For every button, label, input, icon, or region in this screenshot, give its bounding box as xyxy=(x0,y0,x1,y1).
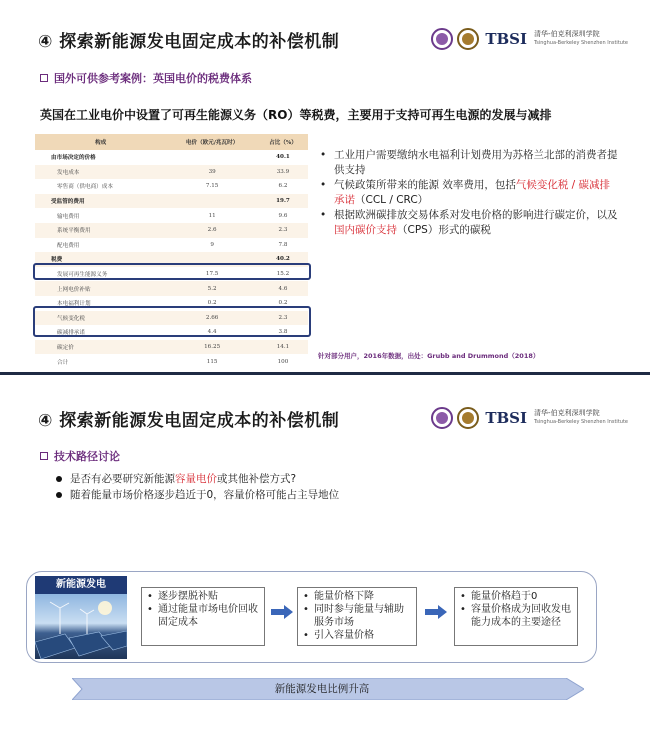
table-row xyxy=(35,208,308,223)
table-cell: 发展可再生能源义务 xyxy=(57,272,108,279)
table-cell: 发电成本 xyxy=(35,165,166,180)
slide-title: ④ 探索新能源发电固定成本的补偿机制 xyxy=(38,411,340,431)
table-cell: 5.2 xyxy=(166,281,258,296)
institute-logo xyxy=(431,407,628,429)
table-cell: 4.4 xyxy=(207,329,217,336)
table-row xyxy=(35,340,308,355)
berkeley-seal-icon xyxy=(457,28,479,50)
table-cell: 7.15 xyxy=(205,183,219,190)
table-row xyxy=(35,194,308,209)
table-header-row xyxy=(35,134,308,150)
stage-card-3 xyxy=(454,587,578,646)
logo-brand: TBSI xyxy=(485,30,528,48)
section-heading xyxy=(40,70,252,86)
logo-cn: 清华-伯克利深圳学院 xyxy=(534,409,600,417)
red-highlight: 容量电价 xyxy=(175,473,217,485)
table-cell: 115 xyxy=(206,358,218,365)
table-cell: 40.2 xyxy=(258,252,308,267)
square-bullet-icon xyxy=(40,452,48,460)
stage-item: • 同时参与能量与辅助服务市场 xyxy=(302,603,412,629)
table-cell: 14.1 xyxy=(258,340,308,355)
bullet-list xyxy=(318,148,618,238)
table-cell: 本电福利计划 xyxy=(57,301,91,308)
table-row xyxy=(35,150,308,165)
slide-subtitle: 英国在工业电价中设置了可再生能源义务（RO）等税费，主要用于支持可再生电源的发展与减排 xyxy=(40,108,552,122)
table-cell: 100 xyxy=(277,358,289,365)
section-label: 技术路径讨论 xyxy=(54,450,120,463)
table-cell: 零售商（供电商）成本 xyxy=(57,184,113,191)
table-cell: 33.9 xyxy=(258,165,308,180)
table-row xyxy=(35,179,308,194)
table-cell: 7.8 xyxy=(278,241,288,248)
stage-card-2 xyxy=(297,587,417,646)
table-cell: 39 xyxy=(166,165,258,180)
table-row xyxy=(35,223,308,238)
red-highlight: 气候变化税 / 碳减排承诺 xyxy=(334,179,611,206)
tsinghua-seal-icon xyxy=(431,407,453,429)
table-row xyxy=(35,281,308,296)
table-row xyxy=(35,238,308,253)
highlight-climate-rows xyxy=(33,306,311,337)
table-cell: 碳定价 xyxy=(35,340,166,355)
table-cell: 19.7 xyxy=(258,194,308,209)
renewable-photo xyxy=(35,576,127,659)
table-cell: 配电费用 xyxy=(57,242,80,249)
institute-logo xyxy=(431,28,628,50)
table-cell: 0.2 xyxy=(278,300,288,307)
stage-item: • 能量价格趋于0 xyxy=(459,590,573,603)
section-heading xyxy=(40,448,120,464)
stage-item: • 能量价格下降 xyxy=(302,590,412,603)
table-cell xyxy=(166,150,258,165)
table-cell: 系统平衡费用 xyxy=(35,223,166,238)
table-header: 构成 xyxy=(35,134,166,150)
solar-wind-image xyxy=(35,594,127,659)
logo-en: Tsinghua-Berkeley Shenzhen Institute xyxy=(534,419,628,425)
table-cell: 输电费用 xyxy=(57,213,80,220)
table-cell: 由市场决定的价格 xyxy=(51,155,96,162)
stage-card-1 xyxy=(141,587,265,646)
stage-item: • 通过能量市场电价回收固定成本 xyxy=(146,603,260,629)
table-row xyxy=(35,165,308,180)
logo-text xyxy=(534,409,628,427)
stage-item: • 容量价格成为回收发电能力成本的主要途径 xyxy=(459,603,573,629)
logo-brand: TBSI xyxy=(485,409,528,427)
table-cell: 16.25 xyxy=(166,340,258,355)
arrow-right-icon xyxy=(271,605,293,619)
stage-item: • 逐步摆脱补贴 xyxy=(146,590,260,603)
table-cell: 合计 xyxy=(57,359,69,366)
slide-1 xyxy=(0,0,650,372)
table-cell: 气候变化税 xyxy=(35,311,166,326)
red-highlight: 国内碳价支持 xyxy=(334,224,397,236)
berkeley-seal-icon xyxy=(457,407,479,429)
list-item: • 气候政策所带来的能源 效率费用，包括气候变化税 / 碳减排承诺（CCL / CRC） xyxy=(318,178,618,208)
highlight-ro-row xyxy=(33,263,311,280)
table-cell: 3.8 xyxy=(278,329,288,336)
table-cell: 6.2 xyxy=(278,183,288,190)
table-cell: 11 xyxy=(208,212,216,219)
progress-label: 新能源发电比例升高 xyxy=(274,683,370,695)
discussion-list xyxy=(52,471,339,503)
table-header: 电价（欧元/兆瓦时） xyxy=(166,134,258,150)
table-cell: 2.3 xyxy=(258,223,308,238)
table-cell: 4.6 xyxy=(258,281,308,296)
logo-en: Tsinghua-Berkeley Shenzhen Institute xyxy=(534,40,628,46)
table-cell xyxy=(166,194,258,209)
table-cell: 17.5 xyxy=(205,271,219,278)
table-row xyxy=(35,354,308,369)
table-cell: 9.6 xyxy=(278,212,288,219)
table-cell: 9 xyxy=(210,241,214,248)
table-header: 占比（%） xyxy=(258,134,308,150)
table-cell: 碳减排承诺 xyxy=(57,330,85,337)
slide-title: ④ 探索新能源发电固定成本的补偿机制 xyxy=(38,32,340,52)
table-cell: 2.66 xyxy=(166,311,258,326)
list-item: 随着能量市场价格逐步趋近于0，容量价格可能占主导地位 xyxy=(52,487,339,503)
table-cell: 上网电价补贴 xyxy=(35,281,166,296)
tsinghua-seal-icon xyxy=(431,28,453,50)
table-cell: 15.2 xyxy=(276,271,290,278)
slide-2 xyxy=(0,378,650,755)
arrow-right-icon xyxy=(425,605,447,619)
logo-cn: 清华-伯克利深圳学院 xyxy=(534,30,600,38)
square-bullet-icon xyxy=(40,74,48,82)
list-item: • 根据欧洲碳排放交易体系对发电价格的影响进行碳定价，以及国内碳价支持（CPS）形式的碳税 xyxy=(318,208,618,238)
table-cell: 40.1 xyxy=(276,154,290,161)
list-item: • 工业用户需要缴纳水电福利计划费用为苏格兰北部的消费者提供支持 xyxy=(318,148,618,178)
table-cell: 2.3 xyxy=(258,311,308,326)
stage-item: • 引入容量价格 xyxy=(302,629,412,642)
table-cell: 税费 xyxy=(35,252,166,267)
table-cell: 2.6 xyxy=(166,223,258,238)
logo-text xyxy=(534,30,628,48)
list-item: 是否有必要研究新能源容量电价或其他补偿方式? xyxy=(52,471,339,487)
photo-label: 新能源发电 xyxy=(35,576,127,594)
table-cell: 0.2 xyxy=(207,300,217,307)
table-cell: 受监管的费用 xyxy=(35,194,166,209)
section-label: 国外可供参考案例：英国电价的税费体系 xyxy=(54,72,252,85)
source-note: 针对部分用户，2016年数据，出处：Grubb and Drummond（2018） xyxy=(318,352,540,360)
